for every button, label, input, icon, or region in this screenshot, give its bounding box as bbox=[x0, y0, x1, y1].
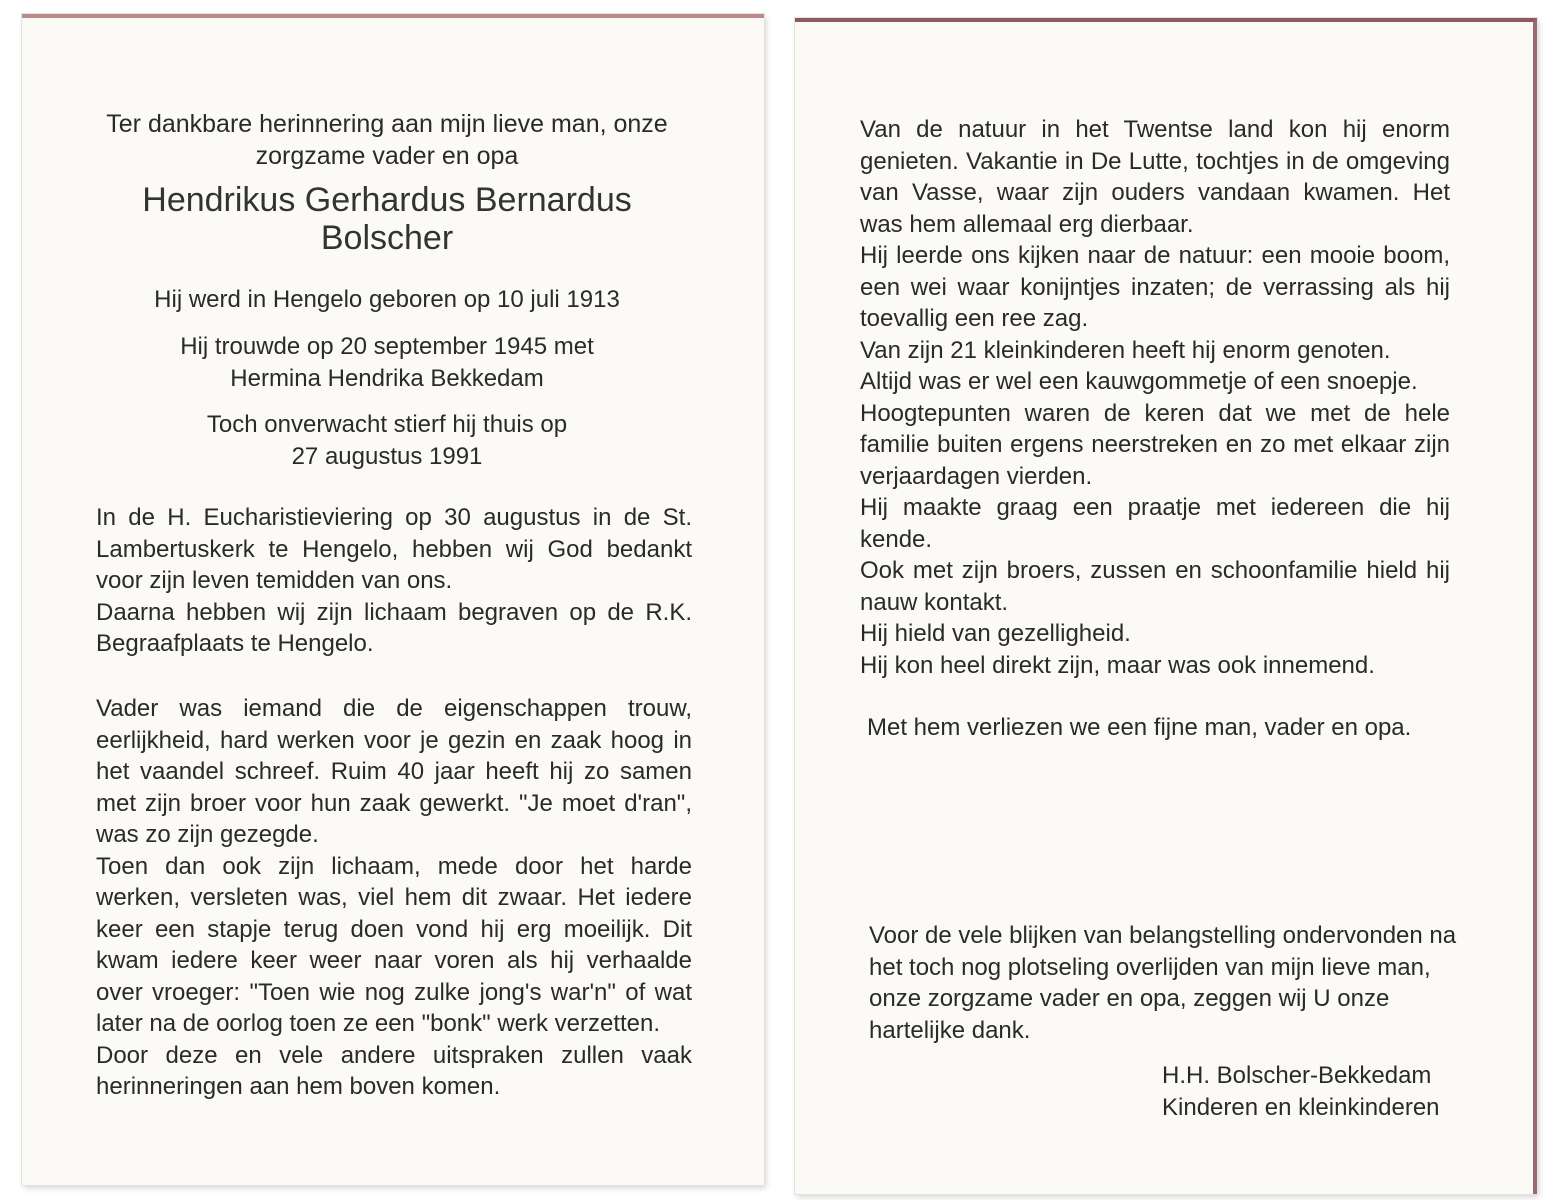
memory-paragraph: Hij hield van gezelligheid. bbox=[860, 620, 1131, 647]
intro-line-2: zorgzame vader en opa bbox=[255, 142, 519, 170]
memory-paragraph: Van de natuur in het Twentse land kon hij enorm genieten. Vakantie in De Lutte, tochtjes in de omgeving van Vasse, waar zijn ouders vandaan kwamen. Het was hem allemaal erg dierbaar. bbox=[860, 116, 1450, 238]
name-line-2: Bolscher bbox=[320, 219, 454, 257]
intro-line-1: Ter dankbare herinnering aan mijn lieve man, onze bbox=[106, 110, 668, 138]
memory-paragraph: Van zijn 21 kleinkinderen heeft hij enorm genoten. bbox=[860, 336, 1391, 364]
death-text bbox=[72, 409, 702, 473]
signature bbox=[1162, 1060, 1440, 1124]
intro-text bbox=[72, 108, 702, 172]
character-paragraph bbox=[96, 693, 692, 1103]
memorial-card-back bbox=[795, 18, 1537, 1194]
mass-text-2: Daarna hebben wij zijn lichaam begraven op de R.K. Begraafplaats te Hengelo. bbox=[96, 598, 692, 657]
memory-paragraph: Hij leerde ons kijken naar de natuur: een mooie boom, een wei waar konijntjes inzaten; de verrassing als hij toevallig een ree zag. bbox=[860, 242, 1450, 332]
marriage-text bbox=[72, 331, 702, 395]
character-text-1: Vader was iemand die de eigenschappen trouw, eerlijkheid, hard werken voor je gezin en zaak hoog in het vaandel schreef. Ruim 40 jaar heeft hij zo samen met zijn broer voor hun zaak gewerkt. "Je moet d'ran", was zo zijn gezegde. bbox=[96, 695, 692, 848]
marriage-line-1: Hij trouwde op 20 september 1945 met bbox=[180, 333, 594, 360]
closing-line: Met hem verliezen we een fijne man, vader en opa. bbox=[867, 714, 1412, 741]
memory-paragraph: Hij maakte graag een praatje met iedereen die hij kende. bbox=[860, 494, 1450, 553]
marriage-line-2: Hermina Hendrika Bekkedam bbox=[230, 365, 544, 392]
memorial-card-front bbox=[22, 14, 764, 1185]
memory-paragraph: Hoogtepunten waren de keren dat we met de hele familie buiten ergens neerstreken en zo met elkaar zijn verjaardagen vierden. bbox=[860, 399, 1450, 490]
signature-line-1: H.H. Bolscher-Bekkedam bbox=[1162, 1062, 1432, 1089]
name-line-1: Hendrikus Gerhardus Bernardus bbox=[142, 181, 632, 219]
memory-paragraph: Altijd was er wel een kauwgommetje of een snoepje. bbox=[860, 368, 1418, 395]
death-line-1: Toch onverwacht stierf hij thuis op bbox=[206, 411, 568, 438]
mass-paragraph bbox=[96, 502, 692, 660]
memory-paragraph: Hij kon heel direkt zijn, maar was ook innemend. bbox=[860, 651, 1375, 679]
birth-text bbox=[72, 284, 702, 316]
death-line-2: 27 augustus 1991 bbox=[291, 443, 483, 470]
mass-text-1: In de H. Eucharistieviering op 30 augustus in de St. Lambertuskerk te Hengelo, hebben wij God bedankt voor zijn leven temidden van ons. bbox=[96, 504, 692, 594]
thanks-paragraph: Voor de vele blijken van belangstelling ondervonden na het toch nog plotseling overlijden van mijn lieve man, onze zorgzame vader en opa, zeggen wij U onze hartelijke dank. bbox=[869, 922, 1457, 1044]
character-text-2: Toen dan ook zijn lichaam, mede door het harde werken, versleten was, viel hem dit zwaar. Het iedere keer een stapje terug doen vond hij erg moeilijk. Dit kwam iedere keer weer naar voren als hij verhaalde over vroeger: "Toen wie nog zulke jong's war'n" of wat later na de oorlog toen ze een "bonk" werk verzetten. bbox=[96, 852, 692, 1037]
character-text-3: Door deze en vele andere uitspraken zullen vaak herinneringen aan hem boven komen. bbox=[96, 1041, 692, 1100]
birth-line: Hij werd in Hengelo geboren op 10 juli 1913 bbox=[154, 286, 620, 313]
deceased-name bbox=[62, 181, 712, 257]
memories-text bbox=[860, 114, 1450, 681]
signature-line-2: Kinderen en kleinkinderen bbox=[1162, 1094, 1440, 1121]
memory-paragraph: Ook met zijn broers, zussen en schoonfamilie hield hij nauw kontakt. bbox=[860, 557, 1450, 616]
